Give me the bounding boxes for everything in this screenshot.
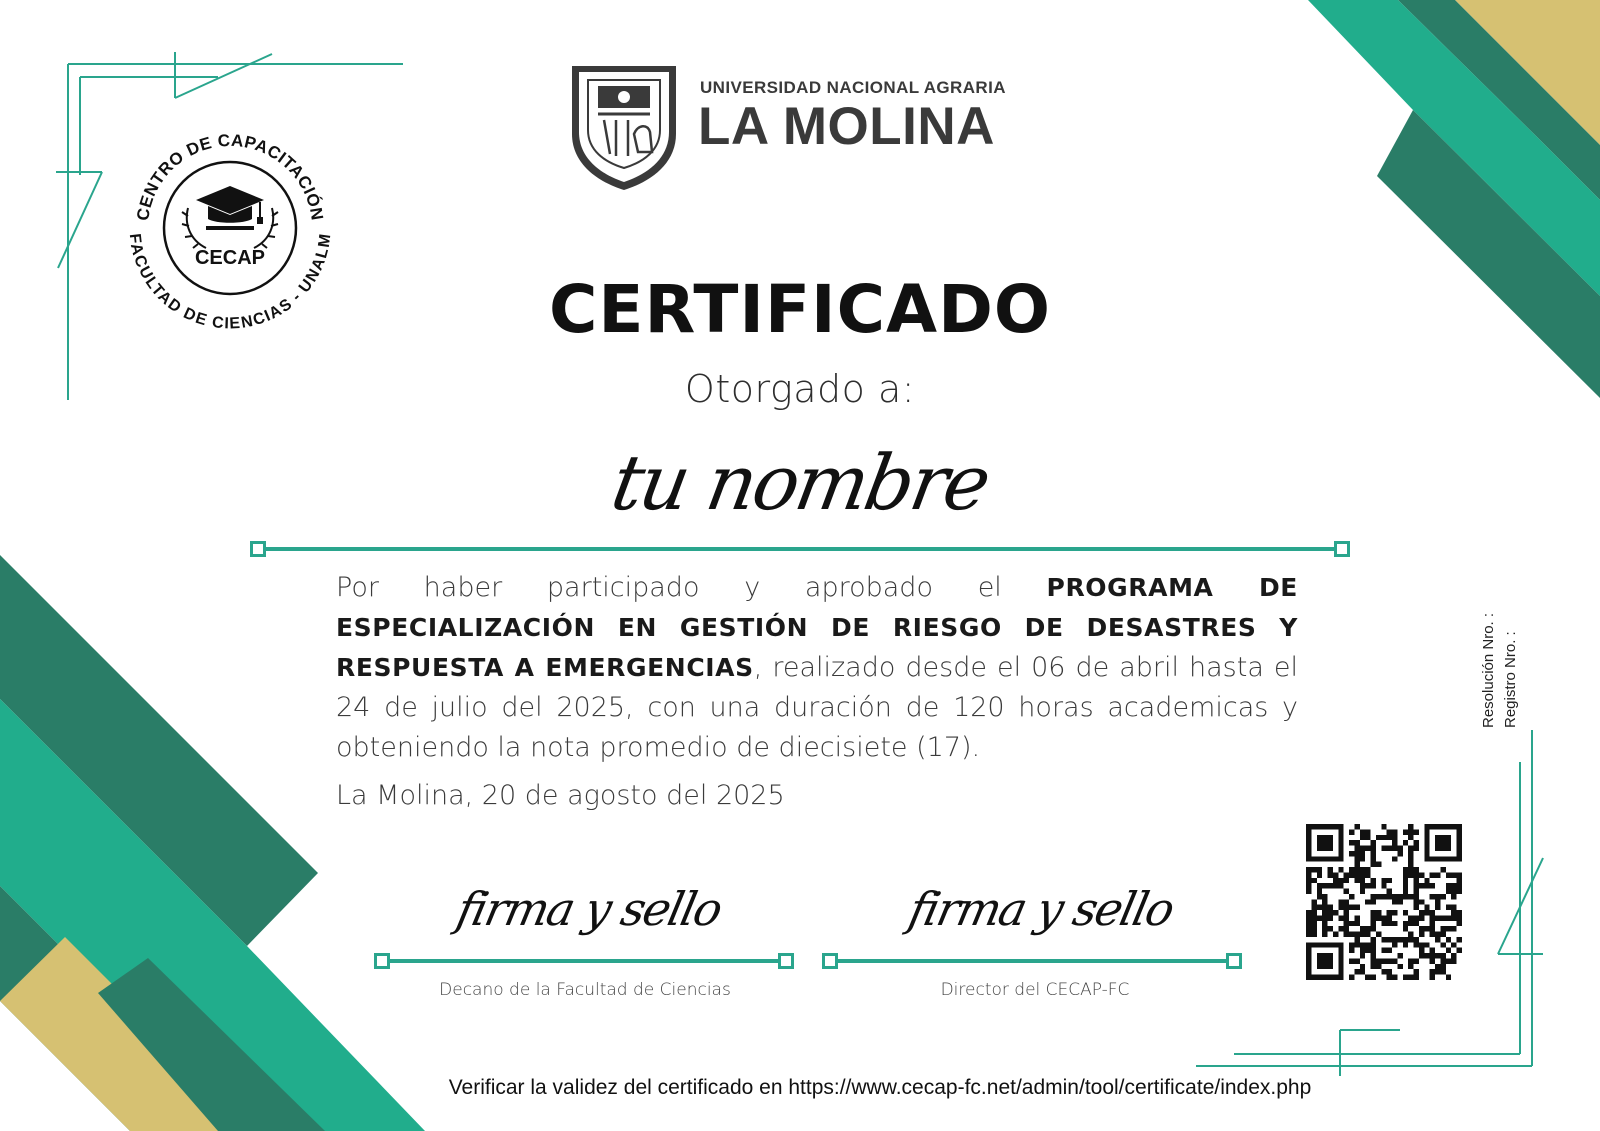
university-name-line1: UNIVERSIDAD NACIONAL AGRARIA bbox=[700, 78, 1006, 97]
university-name-line2: LA MOLINA bbox=[698, 97, 995, 156]
name-underline-node-right bbox=[1334, 541, 1350, 557]
recipient-name: tu nombre bbox=[605, 438, 995, 527]
seal-bottom-text: FACULTAD DE CIENCIAS - UNALM bbox=[126, 232, 334, 332]
signature-2-caption: Director del CECAP-FC bbox=[940, 980, 1130, 1000]
body-rest: , realizado desde el 06 de abril hasta el 24 de julio del 2025, con una duración de 120 horas academicas y obteniendo la nota promedio de diecisiete (17). bbox=[336, 652, 1298, 763]
certificate-title: CERTIFICADO bbox=[548, 271, 1051, 348]
body-intro: Por haber participado y aprobado el bbox=[336, 572, 1047, 603]
awarded-to-label: Otorgado a: bbox=[684, 367, 916, 411]
place-date: La Molina, 20 de agosto del 2025 bbox=[336, 780, 785, 811]
program-name: PROGRAMA DE ESPECIALIZACIÓN EN GESTIÓN DE RIESGO DE DESASTRES Y RESPUESTA A EMERGENCIAS bbox=[336, 573, 1298, 682]
signature-1-node-right bbox=[778, 953, 794, 969]
seal-center-text: CECAP bbox=[194, 247, 266, 269]
signature-1-line bbox=[390, 959, 782, 963]
verification-url-text[interactable]: Verificar la validez del certificado en https://www.cecap-fc.net/admin/tool/certificate/index.php bbox=[448, 1076, 1312, 1099]
verification-qr-code[interactable] bbox=[1306, 824, 1462, 980]
graduation-cap-icon bbox=[196, 186, 264, 230]
signature-2-line bbox=[834, 959, 1228, 963]
name-underline-node-left bbox=[250, 541, 266, 557]
signature-2-script: firma y sello bbox=[904, 882, 1178, 936]
resolution-number-label: Resolución Nro. : bbox=[1480, 612, 1497, 728]
name-underline bbox=[262, 547, 1342, 551]
registry-number-label: Registro Nro. : bbox=[1502, 631, 1519, 728]
signature-1-node-left bbox=[374, 953, 390, 969]
signature-1-script: firma y sello bbox=[452, 882, 726, 936]
university-crest-icon bbox=[568, 62, 680, 192]
certificate-body bbox=[336, 568, 1298, 768]
signature-2-node-left bbox=[822, 953, 838, 969]
signature-2-node-right bbox=[1226, 953, 1242, 969]
cecap-seal bbox=[126, 124, 334, 332]
seal-top-text: CENTRO DE CAPACITACIÓN bbox=[133, 130, 327, 222]
university-logo bbox=[568, 62, 1038, 192]
signature-1-caption: Decano de la Facultad de Ciencias bbox=[439, 980, 731, 1000]
crest-motto-top: HOMINEM bbox=[604, 71, 648, 81]
